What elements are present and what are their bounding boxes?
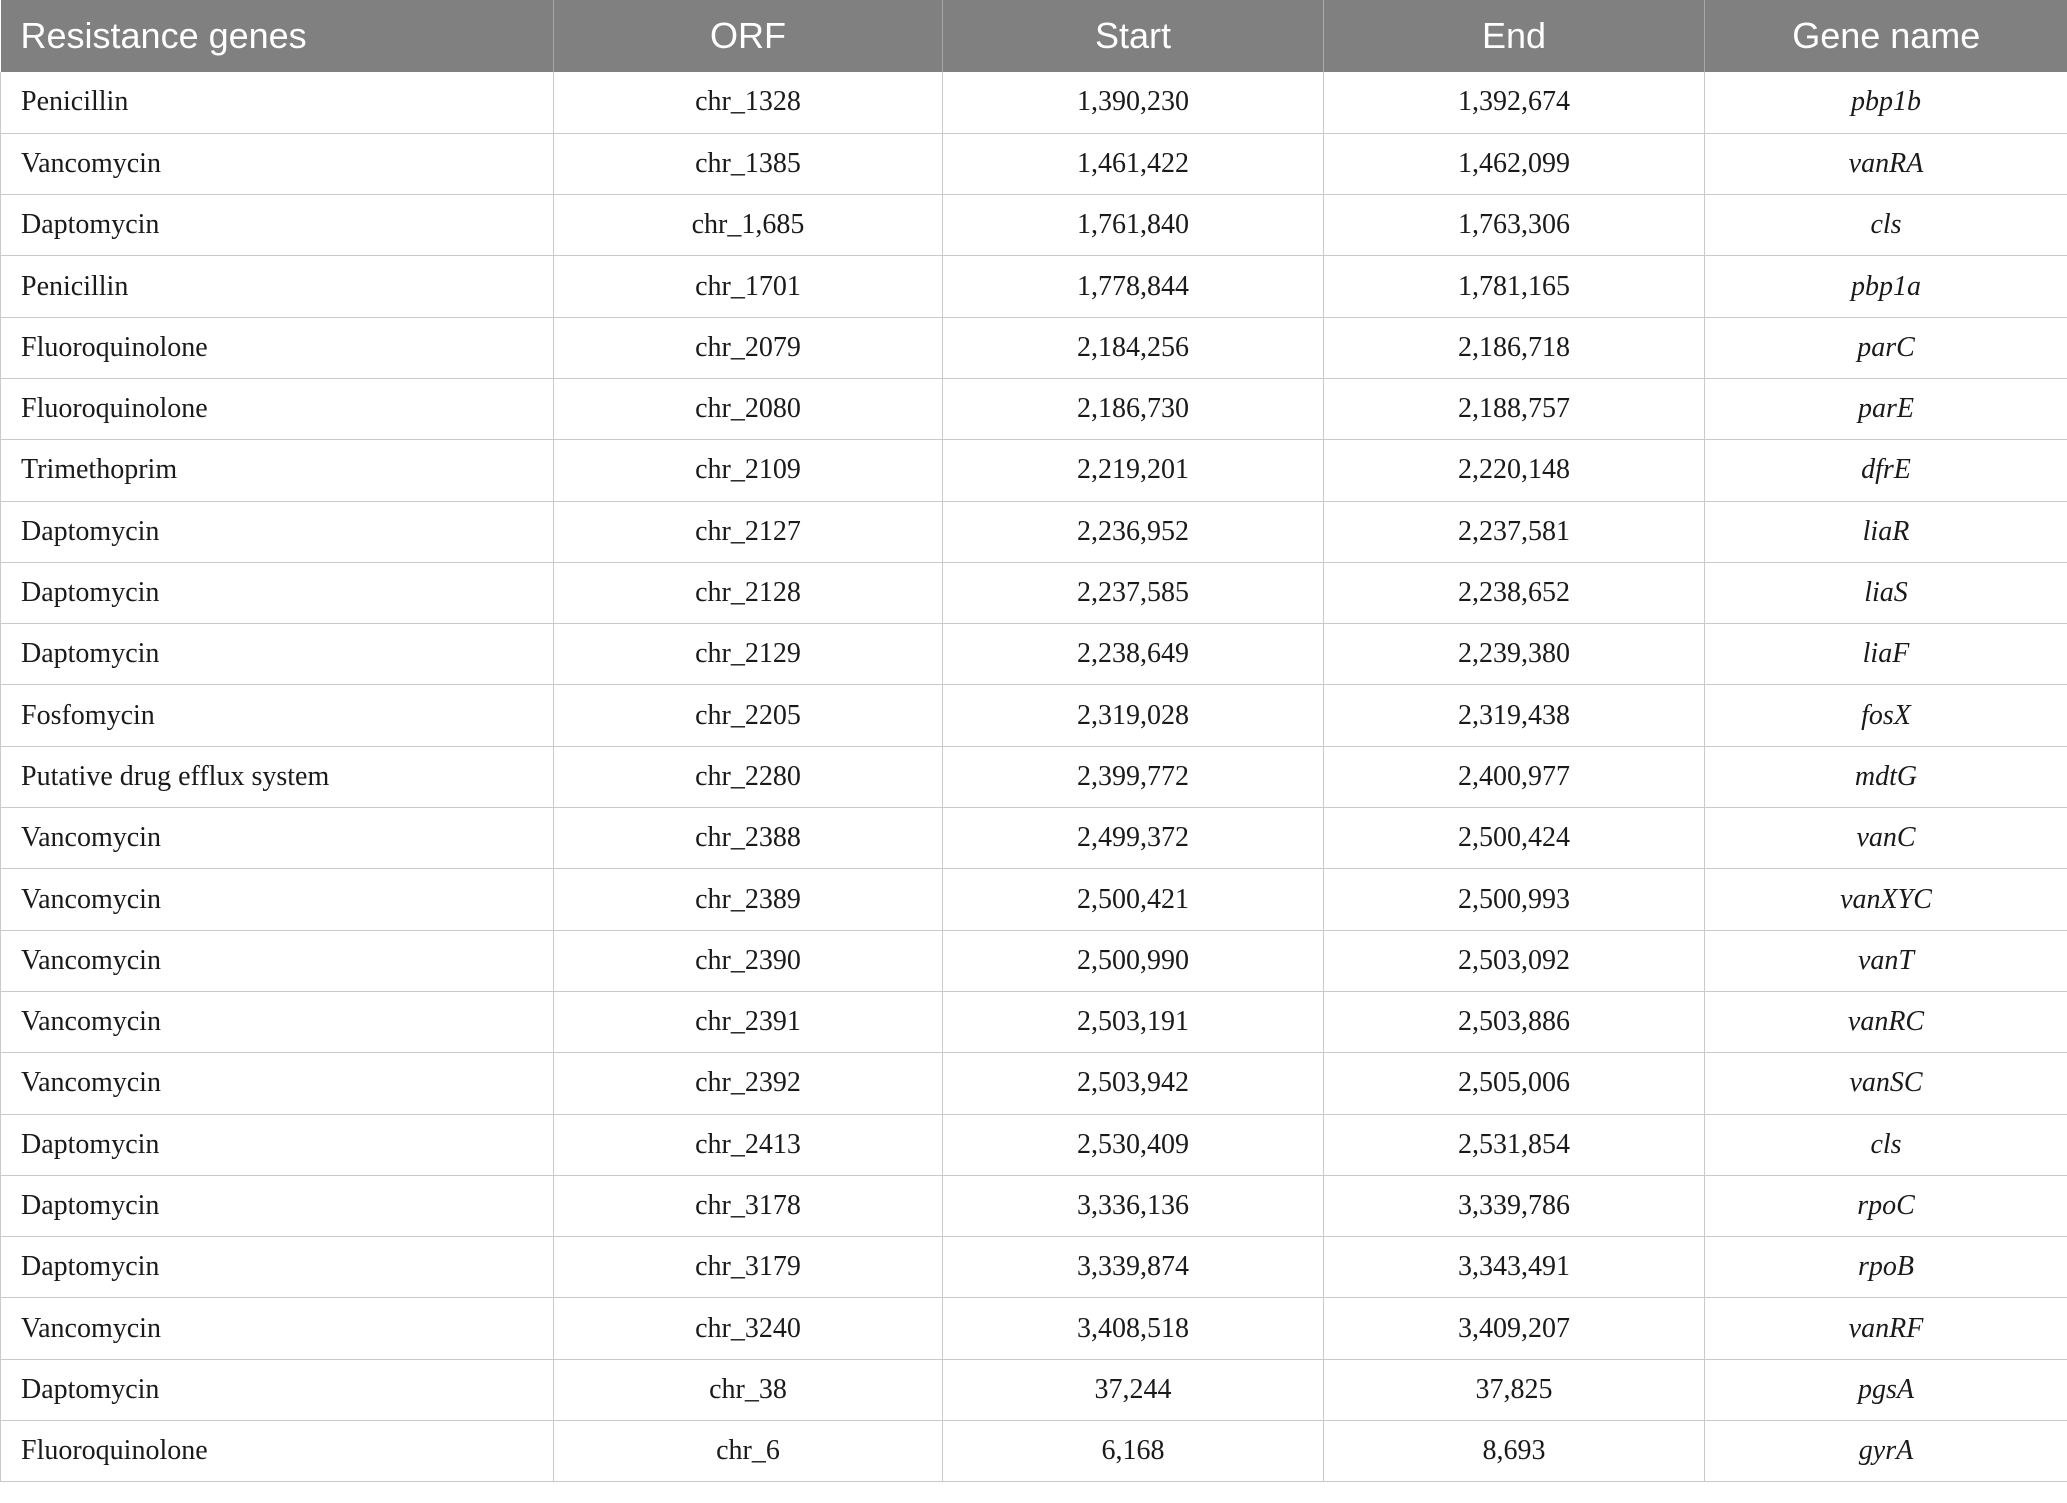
start-cell: 2,399,772 [943,746,1324,807]
resistance-gene-cell: Penicillin [1,72,554,133]
gene-name-cell: mdtG [1705,746,2067,807]
start-cell: 2,186,730 [943,378,1324,439]
start-cell: 2,219,201 [943,440,1324,501]
table-row [1,501,2067,562]
end-cell: 2,500,993 [1324,869,1705,930]
orf-cell: chr_2109 [554,440,943,501]
resistance-gene-cell: Vancomycin [1,1053,554,1114]
resistance-gene-cell: Vancomycin [1,869,554,930]
end-cell: 2,503,886 [1324,991,1705,1052]
gene-name-cell: parC [1705,317,2067,378]
gene-name-cell: vanRC [1705,991,2067,1052]
resistance-gene-cell: Fluoroquinolone [1,317,554,378]
gene-name-cell: gyrA [1705,1421,2067,1482]
gene-name-cell: liaR [1705,501,2067,562]
table-row [1,1298,2067,1359]
end-cell: 1,462,099 [1324,133,1705,194]
resistance-gene-cell: Daptomycin [1,1359,554,1420]
table-row [1,746,2067,807]
orf-cell: chr_2205 [554,685,943,746]
table-row [1,256,2067,317]
end-cell: 2,319,438 [1324,685,1705,746]
resistance-gene-cell: Vancomycin [1,133,554,194]
start-cell: 2,237,585 [943,562,1324,623]
end-cell: 3,409,207 [1324,1298,1705,1359]
end-cell: 2,500,424 [1324,808,1705,869]
start-cell: 3,408,518 [943,1298,1324,1359]
end-cell: 2,400,977 [1324,746,1705,807]
start-cell: 2,503,191 [943,991,1324,1052]
orf-cell: chr_2280 [554,746,943,807]
end-cell: 3,339,786 [1324,1175,1705,1236]
end-cell: 8,693 [1324,1421,1705,1482]
table-row [1,1053,2067,1114]
table-row [1,72,2067,133]
header-end: End [1324,0,1705,72]
start-cell: 2,530,409 [943,1114,1324,1175]
end-cell: 3,343,491 [1324,1237,1705,1298]
start-cell: 2,236,952 [943,501,1324,562]
gene-name-cell: parE [1705,378,2067,439]
start-cell: 2,319,028 [943,685,1324,746]
end-cell: 1,781,165 [1324,256,1705,317]
table-row [1,624,2067,685]
start-cell: 1,778,844 [943,256,1324,317]
header-start: Start [943,0,1324,72]
end-cell: 2,220,148 [1324,440,1705,501]
table-row [1,378,2067,439]
orf-cell: chr_1328 [554,72,943,133]
orf-cell: chr_2391 [554,991,943,1052]
orf-cell: chr_1,685 [554,195,943,256]
gene-name-cell: pbp1b [1705,72,2067,133]
table-row [1,685,2067,746]
end-cell: 2,188,757 [1324,378,1705,439]
end-cell: 2,238,652 [1324,562,1705,623]
start-cell: 2,500,421 [943,869,1324,930]
start-cell: 2,184,256 [943,317,1324,378]
table-row [1,562,2067,623]
orf-cell: chr_2413 [554,1114,943,1175]
start-cell: 2,238,649 [943,624,1324,685]
orf-cell: chr_2392 [554,1053,943,1114]
orf-cell: chr_2389 [554,869,943,930]
resistance-gene-cell: Vancomycin [1,808,554,869]
header-row [1,0,2067,72]
end-cell: 2,531,854 [1324,1114,1705,1175]
start-cell: 37,244 [943,1359,1324,1420]
resistance-gene-cell: Daptomycin [1,195,554,256]
orf-cell: chr_1385 [554,133,943,194]
end-cell: 2,186,718 [1324,317,1705,378]
orf-cell: chr_2079 [554,317,943,378]
start-cell: 3,336,136 [943,1175,1324,1236]
start-cell: 3,339,874 [943,1237,1324,1298]
gene-name-cell: cls [1705,1114,2067,1175]
resistance-gene-cell: Putative drug efflux system [1,746,554,807]
table-row [1,1175,2067,1236]
gene-name-cell: liaS [1705,562,2067,623]
resistance-gene-cell: Daptomycin [1,1175,554,1236]
orf-cell: chr_6 [554,1421,943,1482]
orf-cell: chr_2129 [554,624,943,685]
table-header [1,0,2067,72]
table-row [1,440,2067,501]
start-cell: 1,761,840 [943,195,1324,256]
orf-cell: chr_3240 [554,1298,943,1359]
end-cell: 1,763,306 [1324,195,1705,256]
orf-cell: chr_1701 [554,256,943,317]
resistance-gene-cell: Vancomycin [1,930,554,991]
gene-name-cell: vanSC [1705,1053,2067,1114]
gene-name-cell: rpoC [1705,1175,2067,1236]
start-cell: 2,499,372 [943,808,1324,869]
end-cell: 2,503,092 [1324,930,1705,991]
gene-name-cell: rpoB [1705,1237,2067,1298]
table-row [1,991,2067,1052]
table-row [1,1421,2067,1482]
resistance-gene-cell: Fosfomycin [1,685,554,746]
orf-cell: chr_2388 [554,808,943,869]
gene-name-cell: vanXYC [1705,869,2067,930]
gene-name-cell: vanC [1705,808,2067,869]
table-row [1,195,2067,256]
orf-cell: chr_3178 [554,1175,943,1236]
resistance-gene-cell: Trimethoprim [1,440,554,501]
gene-name-cell: vanRA [1705,133,2067,194]
end-cell: 2,505,006 [1324,1053,1705,1114]
gene-name-cell: pbp1a [1705,256,2067,317]
orf-cell: chr_2390 [554,930,943,991]
table-row [1,133,2067,194]
resistance-gene-cell: Daptomycin [1,562,554,623]
start-cell: 2,503,942 [943,1053,1324,1114]
resistance-gene-cell: Penicillin [1,256,554,317]
orf-cell: chr_38 [554,1359,943,1420]
orf-cell: chr_3179 [554,1237,943,1298]
end-cell: 2,239,380 [1324,624,1705,685]
resistance-gene-cell: Daptomycin [1,1114,554,1175]
orf-cell: chr_2080 [554,378,943,439]
gene-name-cell: vanT [1705,930,2067,991]
start-cell: 1,461,422 [943,133,1324,194]
gene-name-cell: cls [1705,195,2067,256]
table-body [1,72,2067,1482]
resistance-gene-cell: Fluoroquinolone [1,378,554,439]
table-row [1,808,2067,869]
gene-name-cell: dfrE [1705,440,2067,501]
header-resistance-genes: Resistance genes [1,0,554,72]
start-cell: 1,390,230 [943,72,1324,133]
table-row [1,930,2067,991]
header-orf: ORF [554,0,943,72]
start-cell: 2,500,990 [943,930,1324,991]
start-cell: 6,168 [943,1421,1324,1482]
end-cell: 1,392,674 [1324,72,1705,133]
table-row [1,869,2067,930]
resistance-gene-cell: Fluoroquinolone [1,1421,554,1482]
end-cell: 37,825 [1324,1359,1705,1420]
resistance-gene-cell: Vancomycin [1,991,554,1052]
header-gene-name: Gene name [1792,15,1981,56]
gene-name-cell: liaF [1705,624,2067,685]
table-row [1,1237,2067,1298]
orf-cell: chr_2128 [554,562,943,623]
table-row [1,317,2067,378]
table-row [1,1114,2067,1175]
resistance-gene-cell: Daptomycin [1,1237,554,1298]
orf-cell: chr_2127 [554,501,943,562]
gene-name-cell: pgsA [1705,1359,2067,1420]
gene-name-cell: vanRF [1705,1298,2067,1359]
resistance-gene-cell: Daptomycin [1,624,554,685]
end-cell: 2,237,581 [1324,501,1705,562]
gene-name-cell: fosX [1705,685,2067,746]
table-row [1,1359,2067,1420]
resistance-gene-cell: Vancomycin [1,1298,554,1359]
resistance-gene-cell: Daptomycin [1,501,554,562]
